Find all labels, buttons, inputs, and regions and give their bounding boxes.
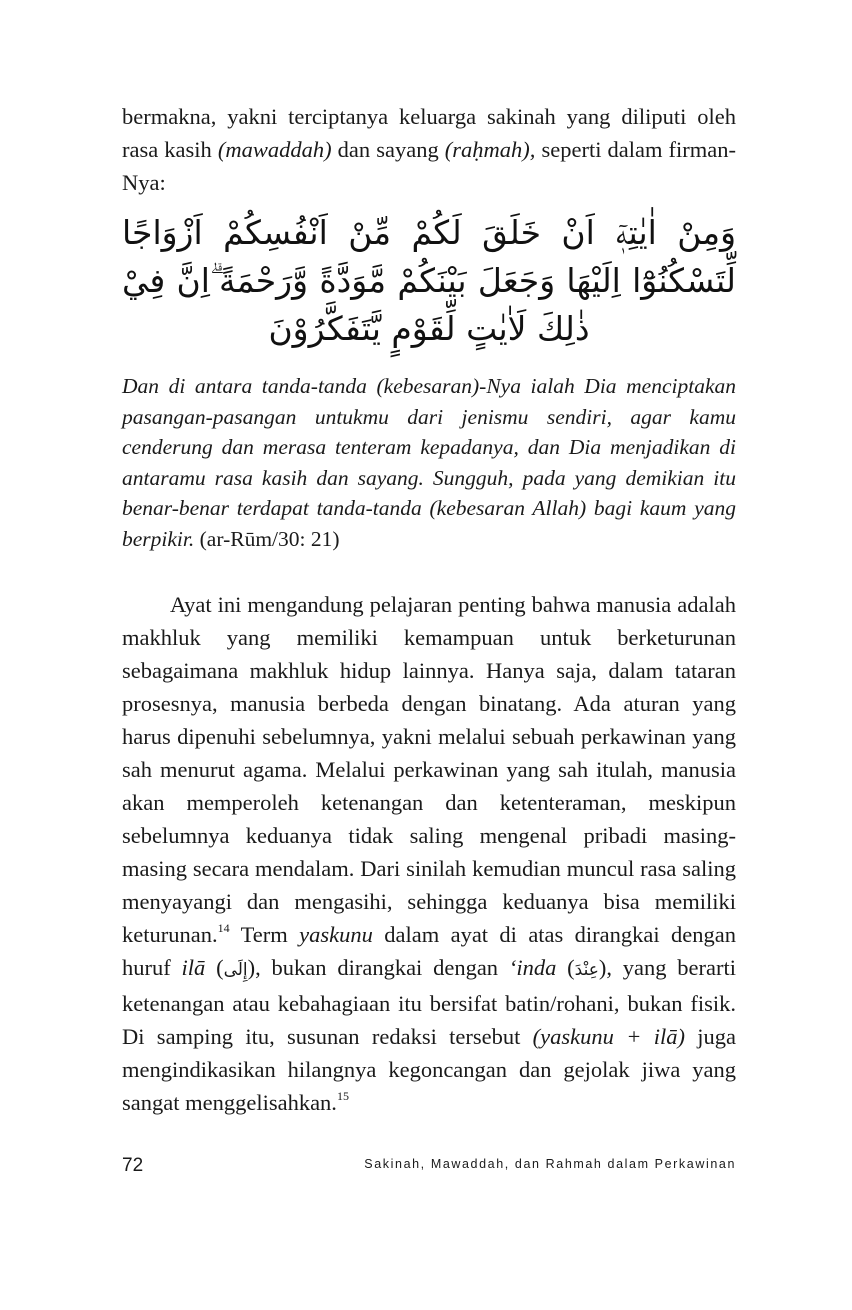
body-text-2: Term (229, 922, 300, 947)
intro-text-2: dan sayang (331, 137, 445, 162)
term-inda: ‘inda (508, 955, 557, 980)
intro-paragraph (122, 100, 736, 199)
term-yaskunu: yaskunu (299, 922, 373, 947)
term-yaskunu-ila: (yaskunu + ilā) (532, 1024, 685, 1049)
page-footer (122, 1155, 736, 1179)
term-mawaddah: (mawaddah) (217, 137, 332, 162)
body-text-4: ( (205, 955, 224, 980)
term-rahmah: (raḥmah), (444, 137, 536, 162)
intro-text-1: bermakna, yakni terciptanya keluarga sakinah yang diliputi oleh rasa kasih (122, 104, 736, 162)
body-paragraph (122, 588, 736, 1119)
body-text-6: ( (556, 955, 575, 980)
body-text-3: dalam ayat di atas dirangkai dengan huruf (122, 922, 737, 980)
arabic-ila: إِلَى (223, 960, 248, 980)
quran-verse-arabic: وَمِنْ اٰيٰتِهٖٓ اَنْ خَلَقَ لَكُمْ مِّنْ اَنْفُسِكُمْ اَزْوَاجًا لِّتَسْكُنُوْٓا اِلَيْهَا وَجَعَلَ بَيْنَكُمْ مَّوَدَّةً وَّرَحْمَةً ۗاِنَّ فِيْ ذٰلِكَ لَاٰيٰتٍ لِّقَوْمٍ يَّتَفَكَّرُوْنَ (122, 213, 736, 348)
body-text-1: Ayat ini mengandung pelajaran penting bahwa manusia adalah makhluk yang memiliki kemampuan untuk berketurunan sebagaimana makhluk hidup lainnya. Hanya saja, dalam tataran prosesnya, manusia berbeda dengan binatang. Ada aturan yang harus dipenuhi sebelumnya, yakni melalui sebuah perkawinan yang sah menurut agama. Melalui perkawinan yang sah itulah, manusia akan memperoleh ketenangan dan ketenteraman, meskipun sebelumnya keduanya tidak saling mengenal pribadi masing-masing secara mendalam. Dari sinilah kemudian muncul rasa saling menyayangi dan mengasihi, sehingga keduanya bisa memiliki keturunan. (122, 592, 736, 947)
running-title: Sakinah, Mawaddah, dan Rahmah dalam Perkawinan (364, 1157, 736, 1171)
page-content (122, 100, 736, 1119)
verse-translation (122, 371, 736, 554)
intro-text-3: seperti dalam firman-Nya: (122, 137, 737, 195)
body-text-7: ), yang berarti ketenangan atau kebahagiaan itu bersifat batin/rohani, bukan fisik. Di samping itu, susunan redaksi tersebut (122, 955, 736, 1049)
body-text-8: juga mengindikasikan hilangnya kegoncangan dan gejolak jiwa yang sangat menggelisahkan. (122, 1024, 736, 1115)
term-ila: ilā (181, 955, 206, 980)
arabic-inda: عِنْدَ (574, 960, 599, 980)
footnote-ref-15[interactable]: 15 (336, 1089, 349, 1103)
verse-citation: (ar-Rūm/30: 21) (194, 526, 340, 551)
footnote-ref-14[interactable]: 14 (217, 921, 230, 935)
body-text-5: ), bukan dirangkai dengan (247, 955, 509, 980)
page-number: 72 (122, 1155, 144, 1176)
translation-text: Dan di antara tanda-tanda (kebesaran)-Nya ialah Dia menciptakan pasangan-pasangan untukmu dari jenismu sendiri, agar kamu cenderung dan merasa tenteram kepadanya, dan Dia menjadikan di antaramu rasa kasih dan sayang. Sungguh, pada yang demikian itu benar-benar terdapat tanda-tanda (kebesaran Allah) bagi kaum yang berpikir. (122, 374, 736, 551)
